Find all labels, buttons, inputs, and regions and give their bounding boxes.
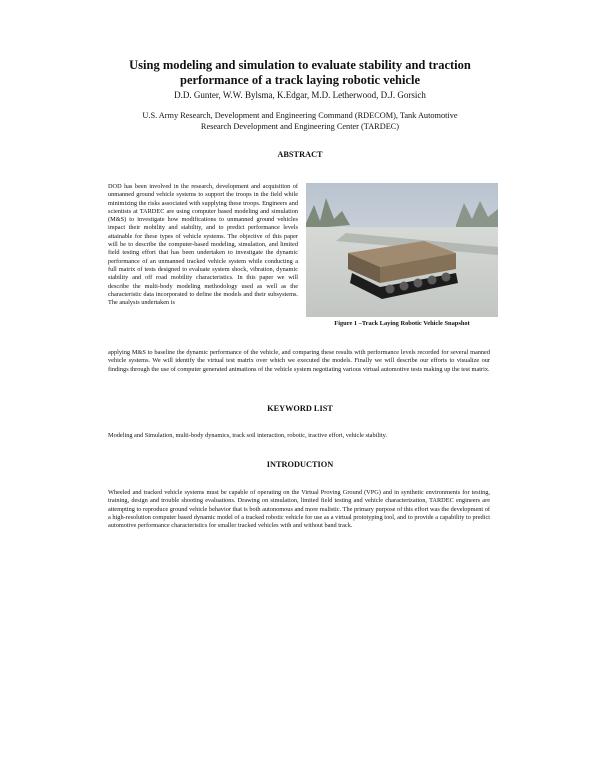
abstract-heading: ABSTRACT (277, 150, 323, 159)
abstract-column-text (108, 183, 298, 307)
abstract-full-paragraph: applying M&S to baseline the dynamic performance of the vehicle, and comparing these results with performance levels recorded for several manned vehicle systems. We will identify the virtual test matrix over which we executed the models. Finally we will describe our efforts to visualize our findings through the use of computer generated animations of the vehicle system negotiating various virtual automotive tests making up the test matrix. (108, 349, 490, 373)
title-line-1: Using modeling and simulation to evaluate stability and traction (129, 58, 471, 72)
introduction-paragraph: Wheeled and tracked vehicle systems must be capable of operating on the Virtual Proving Ground (VPG) and in synthetic environments for testing, training, design and trouble shooting evaluations. Drawing on simulation, limited field testing and vehicle characterization, TARDEC engineers are attempting to reproduce ground vehicle behavior that is both autonomous and more realistic. The primary purpose of this effort was the development of a high-resolution computer based dynamic model of a tracked robotic vehicle for use as a virtual prototyping tool, and to provide a capability to predict automotive performance characteristics for smaller tracked vehicles with and without band track. (108, 489, 490, 530)
introduction-text (108, 489, 490, 530)
figure-1 (306, 183, 498, 328)
affiliation-line-1: U.S. Army Research, Development and Engineering Command (RDECOM), Tank Automotive (142, 111, 458, 120)
abstract-column-paragraph: DOD has been involved in the research, development and acquisition of unmanned ground vehicle systems to support the troops in the field while minimizing the risks associated with supplying these troops. Engineers and scientists at TARDEC are using computer based modeling and simulation (M&S) to investigate how modifications to unmanned ground vehicles impact their mobility and stability, and to predict performance levels attainable for these types of vehicle systems. The objective of this paper will be to describe the computer-based modeling, simulation, and limited field testing effort that has been undertaken to investigate the dynamic performance of an unmanned tracked vehicle system while conducting a full matrix of tests designed to evaluate system shock, vibration, dynamic stability and off road mobility characteristics. In this paper we will describe the multi-body modeling methodology used as well as the characteristic data incorporated to define the models and their subsystems. The analysis undertaken is (108, 183, 298, 307)
abstract-full-width-text (108, 349, 490, 374)
author-list: D.D. Gunter, W.W. Bylsma, K.Edgar, M.D. Letherwood, D.J. Gorsich (174, 90, 426, 100)
introduction-heading: INTRODUCTION (266, 460, 334, 469)
affiliation-line-2: Research Development and Engineering Center (TARDEC) (200, 122, 400, 131)
figure-caption: Figure 1 –Track Laying Robotic Vehicle Snapshot (334, 320, 470, 327)
keyword-heading: KEYWORD LIST (267, 404, 333, 413)
paper-title (100, 58, 500, 88)
keyword-text (108, 432, 490, 440)
affiliation (90, 110, 510, 132)
vehicle-snapshot-image (306, 183, 498, 317)
title-line-2: performance of a track laying robotic vehicle (180, 73, 420, 87)
keyword-paragraph: Modeling and Simulation, multi-body dynamics, track soil interaction, robotic, tractive effort, vehicle stability. (108, 432, 387, 439)
